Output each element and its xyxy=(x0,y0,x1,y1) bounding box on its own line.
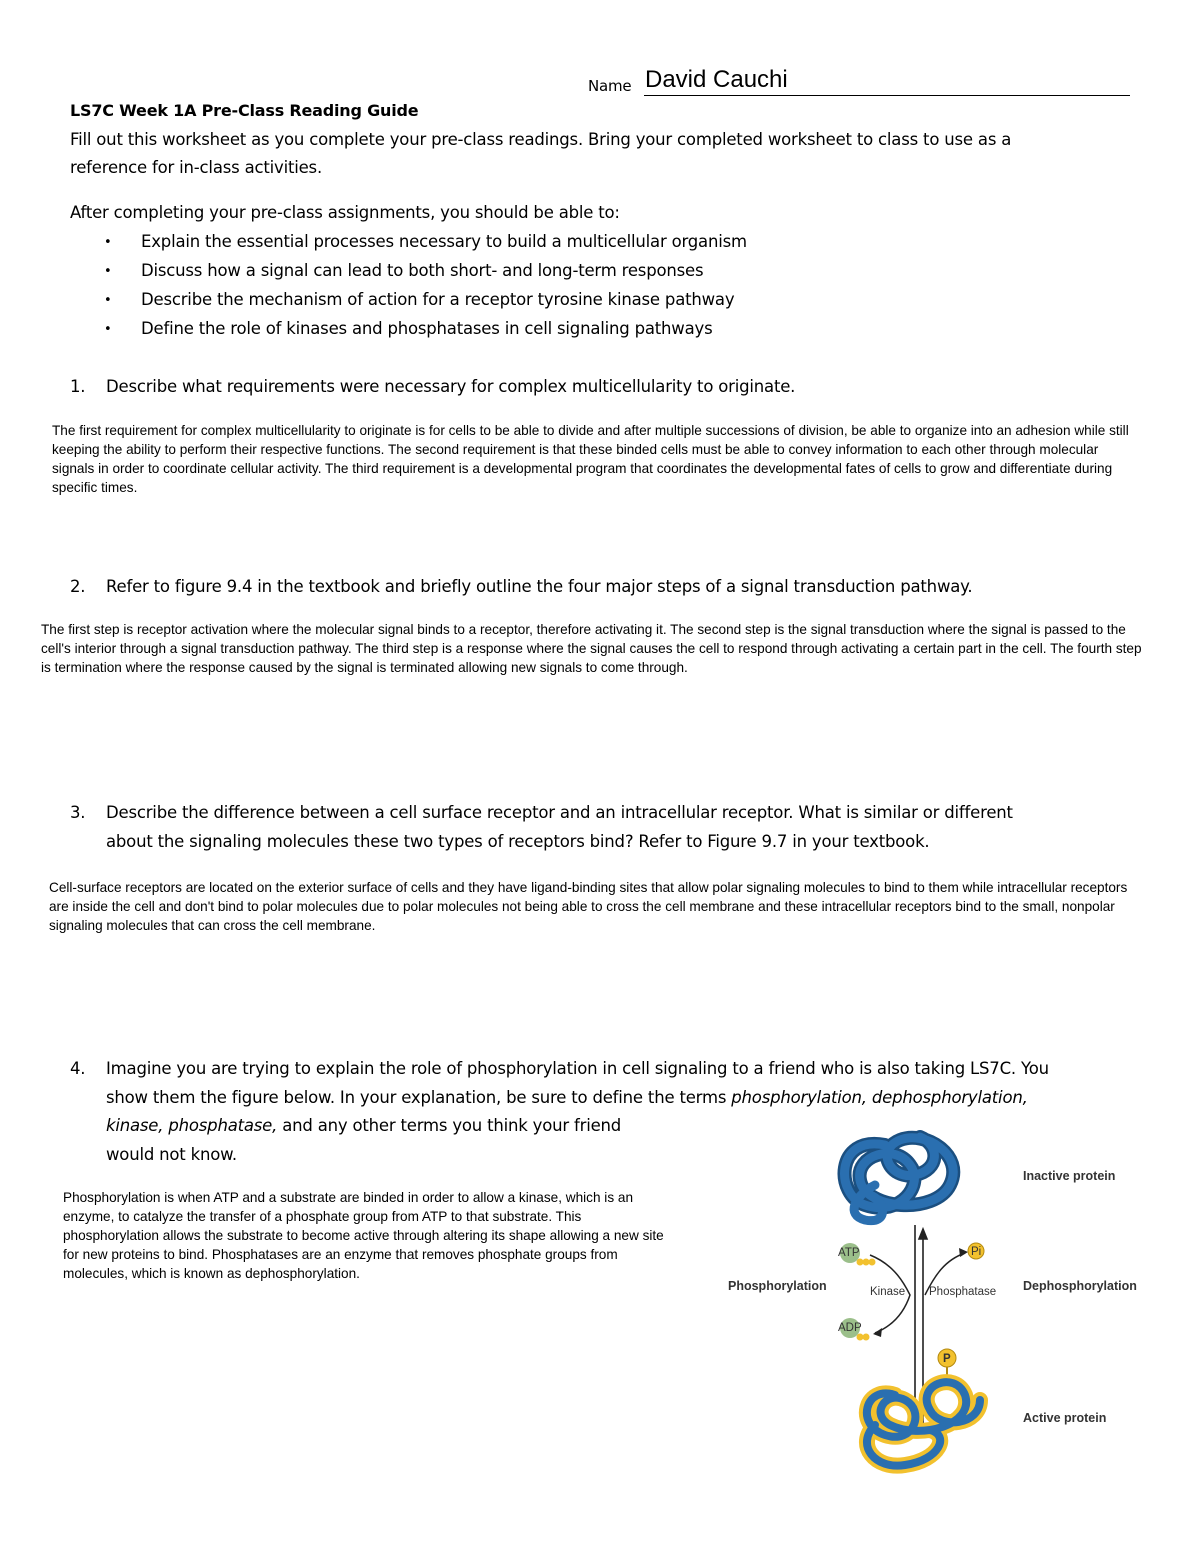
question-4-terms: phosphorylation, dephosphorylation, xyxy=(731,1088,1028,1107)
question-number: 2. xyxy=(70,577,86,596)
dephosphorylation-label: Dephosphorylation xyxy=(1023,1279,1137,1293)
kinase-label: Kinase xyxy=(870,1286,906,1298)
pi-label: Pi xyxy=(971,1246,982,1258)
objective-item: Describe the mechanism of action for a receptor tyrosine kinase pathway xyxy=(141,290,735,309)
objective-item: Discuss how a signal can lead to both short- and long-term responses xyxy=(141,261,704,280)
worksheet-title: LS7C Week 1A Pre-Class Reading Guide xyxy=(70,101,419,120)
adp-arrowhead-icon xyxy=(873,1328,882,1337)
name-underline xyxy=(644,95,1130,96)
question-4-line-3-text: and any other terms you think your friend xyxy=(277,1116,622,1135)
question-4-line-4: would not know. xyxy=(106,1145,237,1164)
bullet-icon: • xyxy=(104,264,112,279)
question-number: 4. xyxy=(70,1059,86,1078)
bullet-icon: • xyxy=(104,235,112,250)
inactive-protein-icon xyxy=(845,1137,954,1221)
objective-item: Explain the essential processes necessary to build a multicellular organism xyxy=(141,232,747,251)
atp-label: ATP xyxy=(838,1247,860,1259)
question-4-line-1: Imagine you are trying to explain the role of phosphorylation in cell signaling to a friend who is also taking LS7C. You xyxy=(106,1059,1049,1078)
active-protein-label: Active protein xyxy=(1023,1411,1107,1425)
objective-item: Define the role of kinases and phosphatases in cell signaling pathways xyxy=(141,319,713,338)
bullet-icon: • xyxy=(104,293,112,308)
phosphate-label: P xyxy=(943,1353,951,1365)
intro-line-1: Fill out this worksheet as you complete your pre-class readings. Bring your completed worksheet to class to use as a xyxy=(70,130,1012,149)
question-4-terms-2: kinase, phosphatase, xyxy=(106,1116,278,1135)
question-number: 1. xyxy=(70,377,86,396)
answer-3[interactable]: Cell-surface receptors are located on the exterior surface of cells and they have ligand-binding sites that allow polar signaling molecules to bind to them while intracellular receptors are inside the cell and don't bind to polar molecules due to polar molecules not being able to cross the cell membrane and these intracellular receptors bind to the small, nonpolar signaling molecules that can cross the cell membrane. xyxy=(49,880,1128,933)
answer-1[interactable]: The first requirement for complex multicellularity to originate is for cells to be able to divide and after multiple successions of division, be able to organize into an adhesion while still keeping the ability to perform their respective functions. The second requirement is that these binded cells must be able to convey information to each other through molecular signals in order to coordinate cellular activity. The third requirement is a developmental program that coordinates the developmental fates of cells to grow and differentiate during specific times. xyxy=(52,423,1129,495)
name-label: Name xyxy=(588,77,632,95)
bullet-icon: • xyxy=(104,322,112,337)
objectives-heading: After completing your pre-class assignments, you should be able to: xyxy=(70,203,620,222)
question-4-line-2 xyxy=(106,1088,1028,1107)
pi-arrowhead-icon xyxy=(959,1248,968,1257)
inactive-protein-label: Inactive protein xyxy=(1023,1169,1116,1183)
phosphorylation-figure xyxy=(725,1125,1165,1485)
question-4-line-3 xyxy=(106,1116,621,1135)
question-2-text: Refer to figure 9.4 in the textbook and briefly outline the four major steps of a signal transduction pathway. xyxy=(106,577,973,596)
answer-2[interactable]: The first step is receptor activation where the molecular signal binds to a receptor, therefore activating it. The second step is the signal transduction where the signal is passed to the cell's interior through a signal transduction pathway. The third step is a response where the signal causes the cell to respond through activating a certain part in the cell. The fourth step is termination where the response caused by the signal is terminated allowing new signals to come through. xyxy=(41,622,1142,675)
phosphorylation-label: Phosphorylation xyxy=(728,1279,827,1293)
question-4-line-2-text: show them the figure below. In your explanation, be sure to define the terms xyxy=(106,1088,732,1107)
phosphatase-label: Phosphatase xyxy=(929,1286,997,1298)
name-field[interactable]: David Cauchi xyxy=(645,66,788,93)
question-1-text: Describe what requirements were necessary for complex multicellularity to originate. xyxy=(106,377,796,396)
question-3-line-1: Describe the difference between a cell surface receptor and an intracellular receptor. What is similar or different xyxy=(106,803,1013,822)
answer-4[interactable]: Phosphorylation is when ATP and a substrate are binded in order to allow a kinase, which is an enzyme, to catalyze the transfer of a phosphate group from ATP to that substrate. This phosphorylation allows the substrate to become active through altering its shape allowing a new site for new proteins to bind. Phosphatases are an enzyme that removes phosphate groups from molecules, which is known as dephosphorylation. xyxy=(63,1190,664,1281)
question-number: 3. xyxy=(70,803,86,822)
intro-line-2: reference for in-class activities. xyxy=(70,158,322,177)
question-3-line-2: about the signaling molecules these two types of receptors bind? Refer to Figure 9.7 in your textbook. xyxy=(106,832,930,851)
adp-label: ADP xyxy=(838,1322,862,1334)
